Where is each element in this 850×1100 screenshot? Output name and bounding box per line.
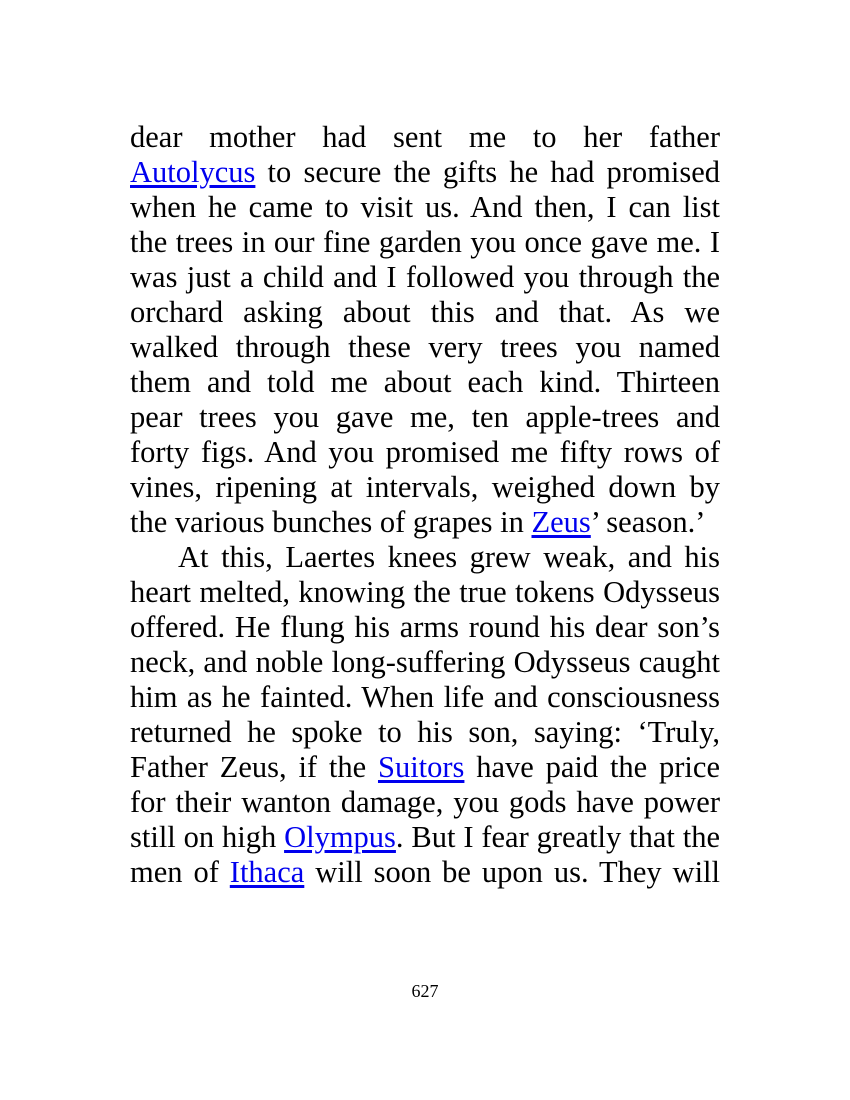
link-zeus[interactable]: Zeus <box>531 505 591 539</box>
text-line <box>130 785 720 820</box>
text-run: was just a child and I followed you through the <box>130 260 720 294</box>
text-run: offered. He flung his arms round his dear son’s <box>130 610 720 644</box>
text-run: when he came to visit us. And then, I can list <box>130 190 720 224</box>
text-run: for their wanton damage, you gods have power <box>130 785 720 819</box>
text-run: to secure the gifts he had promised <box>255 155 720 189</box>
text-line <box>178 540 720 575</box>
text-line <box>130 260 720 295</box>
text-run: them and told me about each kind. Thirteen <box>130 365 720 399</box>
link-ithaca[interactable]: Ithaca <box>229 855 305 889</box>
text-line <box>130 470 720 505</box>
text-run: pear trees you gave me, ten apple-trees and <box>130 400 720 434</box>
text-run: returned he spoke to his son, saying: ‘Truly, <box>130 715 720 749</box>
text-line <box>130 365 720 400</box>
text-run: him as he fainted. When life and consciousness <box>130 680 720 714</box>
text-run: orchard asking about this and that. As we <box>130 295 720 329</box>
text-run: forty figs. And you promised me fifty rows of <box>130 435 720 469</box>
text-run: vines, ripening at intervals, weighed down by <box>130 470 720 504</box>
text-line <box>130 120 720 155</box>
text-line <box>130 855 720 890</box>
text-line <box>130 715 720 750</box>
text-run: still on high <box>130 820 285 854</box>
text-line <box>130 295 720 330</box>
text-line <box>130 680 720 715</box>
link-suitors[interactable]: Suitors <box>377 750 465 784</box>
text-run: At this, Laertes knees grew weak, and his <box>178 540 720 574</box>
page-number: 627 <box>411 981 439 1001</box>
text-run: ’ season.’ <box>590 505 706 539</box>
text-run: have paid the price <box>464 750 720 784</box>
text-line <box>130 750 720 785</box>
text-run: the various bunches of grapes in <box>130 505 532 539</box>
text-run: will soon be upon us. They will <box>304 855 720 889</box>
text-run: the trees in our fine garden you once gave me. I <box>130 225 720 259</box>
text-line <box>130 400 720 435</box>
text-run: neck, and noble long-suffering Odysseus caught <box>130 645 720 679</box>
text-line <box>130 645 720 680</box>
text-line <box>130 435 720 470</box>
text-run: . But I fear greatly that the <box>395 820 720 854</box>
text-run: Father Zeus, if the <box>130 750 378 784</box>
text-line <box>130 505 720 540</box>
text-run: dear mother had sent me to her father <box>130 120 720 154</box>
text-run: men of <box>130 855 230 889</box>
text-line <box>130 225 720 260</box>
text-line <box>130 575 720 610</box>
link-olympus[interactable]: Olympus <box>284 820 396 854</box>
text-line <box>130 155 720 190</box>
text-line <box>130 330 720 365</box>
text-run: walked through these very trees you named <box>130 330 720 364</box>
text-run: heart melted, knowing the true tokens Odysseus <box>130 575 720 609</box>
text-line <box>130 820 720 855</box>
text-line <box>130 190 720 225</box>
text-line <box>130 610 720 645</box>
link-autolycus[interactable]: Autolycus <box>130 155 256 189</box>
